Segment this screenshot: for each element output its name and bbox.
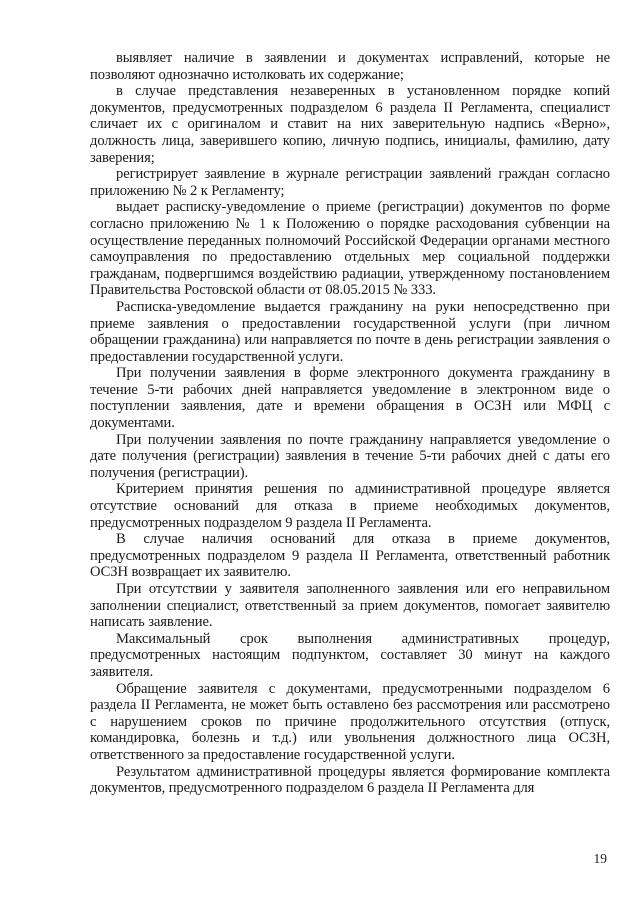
paragraph: Максимальный срок выполнения административных процедур, предусмотренных настоящим подпунктом, составляет 30 минут на каждого заявителя. xyxy=(90,630,610,680)
paragraph: При получении заявления в форме электронного документа гражданину в течение 5-ти рабочих дней направляется уведомление в электронном виде о поступлении заявления, дате и времени обращения в ОСЗН или МФЦ с документами. xyxy=(90,365,610,432)
paragraph: регистрирует заявление в журнале регистрации заявлений граждан согласно приложению № 2 к Регламенту; xyxy=(90,166,610,199)
paragraph: выдает расписку-уведомление о приеме (регистрации) документов по форме согласно приложению № 1 к Положению о порядке расходования субвенции на осуществление переданных полномочий Российской Федерации органами местного самоуправления по предоставлению отдельных мер социальной поддержки гражданам, подвергшимся воздействию радиации, утвержденному постановлением Правительства Ростовской области от 08.05.2015 № 333. xyxy=(90,199,610,299)
paragraph: Результатом административной процедуры является формирование комплекта документов, предусмотренного подразделом 6 раздела II Регламента для xyxy=(90,763,610,797)
paragraph: При отсутствии у заявителя заполненного заявления или его неправильном заполнении специалист, ответственный за прием документов, помогает заявителю написать заявление. xyxy=(90,581,610,631)
paragraph: При получении заявления по почте гражданину направляется уведомление о дате получения (регистрации) заявления в течение 5-ти рабочих дней с даты его получения (регистрации). xyxy=(90,431,610,481)
paragraph: Обращение заявителя с документами, предусмотренными подразделом 6 раздела II Регламента, не может быть оставлено без рассмотрения или рассмотрено с нарушением сроков по причине продолжительного отсутствия (отпуск, командировка, болезнь и т.д.) или увольнения должностного лица ОСЗН, ответственного за предоставление государственной услуги. xyxy=(90,680,610,763)
paragraph: Критерием принятия решения по административной процедуре является отсутствие оснований для отказа в приеме необходимых документов, предусмотренных подразделом 9 раздела II Регламента. xyxy=(90,481,610,531)
paragraph: Расписка-уведомление выдается гражданину на руки непосредственно при приеме заявления о предоставлении государственной услуги (при личном обращении гражданина) или направляется по почте в день регистрации заявления о предоставлении государственной услуги. xyxy=(90,298,610,365)
page-number: 19 xyxy=(593,851,607,866)
paragraph: выявляет наличие в заявлении и документах исправлений, которые не позволяют однозначно истолковать их содержание; xyxy=(90,50,610,83)
paragraph: в случае представления незаверенных в установленном порядке копий документов, предусмотренных подразделом 6 раздела II Регламента, специалист сличает их с оригиналом и ставит на них заверительную надпись «Верно», должность лица, заверившего копию, личную подпись, инициалы, фамилию, дату заверения; xyxy=(90,83,610,166)
paragraph: В случае наличия оснований для отказа в приеме документов, предусмотренных подразделом 9 раздела II Регламента, ответственный работник ОСЗН возвращает их заявителю. xyxy=(90,531,610,581)
body-text xyxy=(90,50,610,797)
